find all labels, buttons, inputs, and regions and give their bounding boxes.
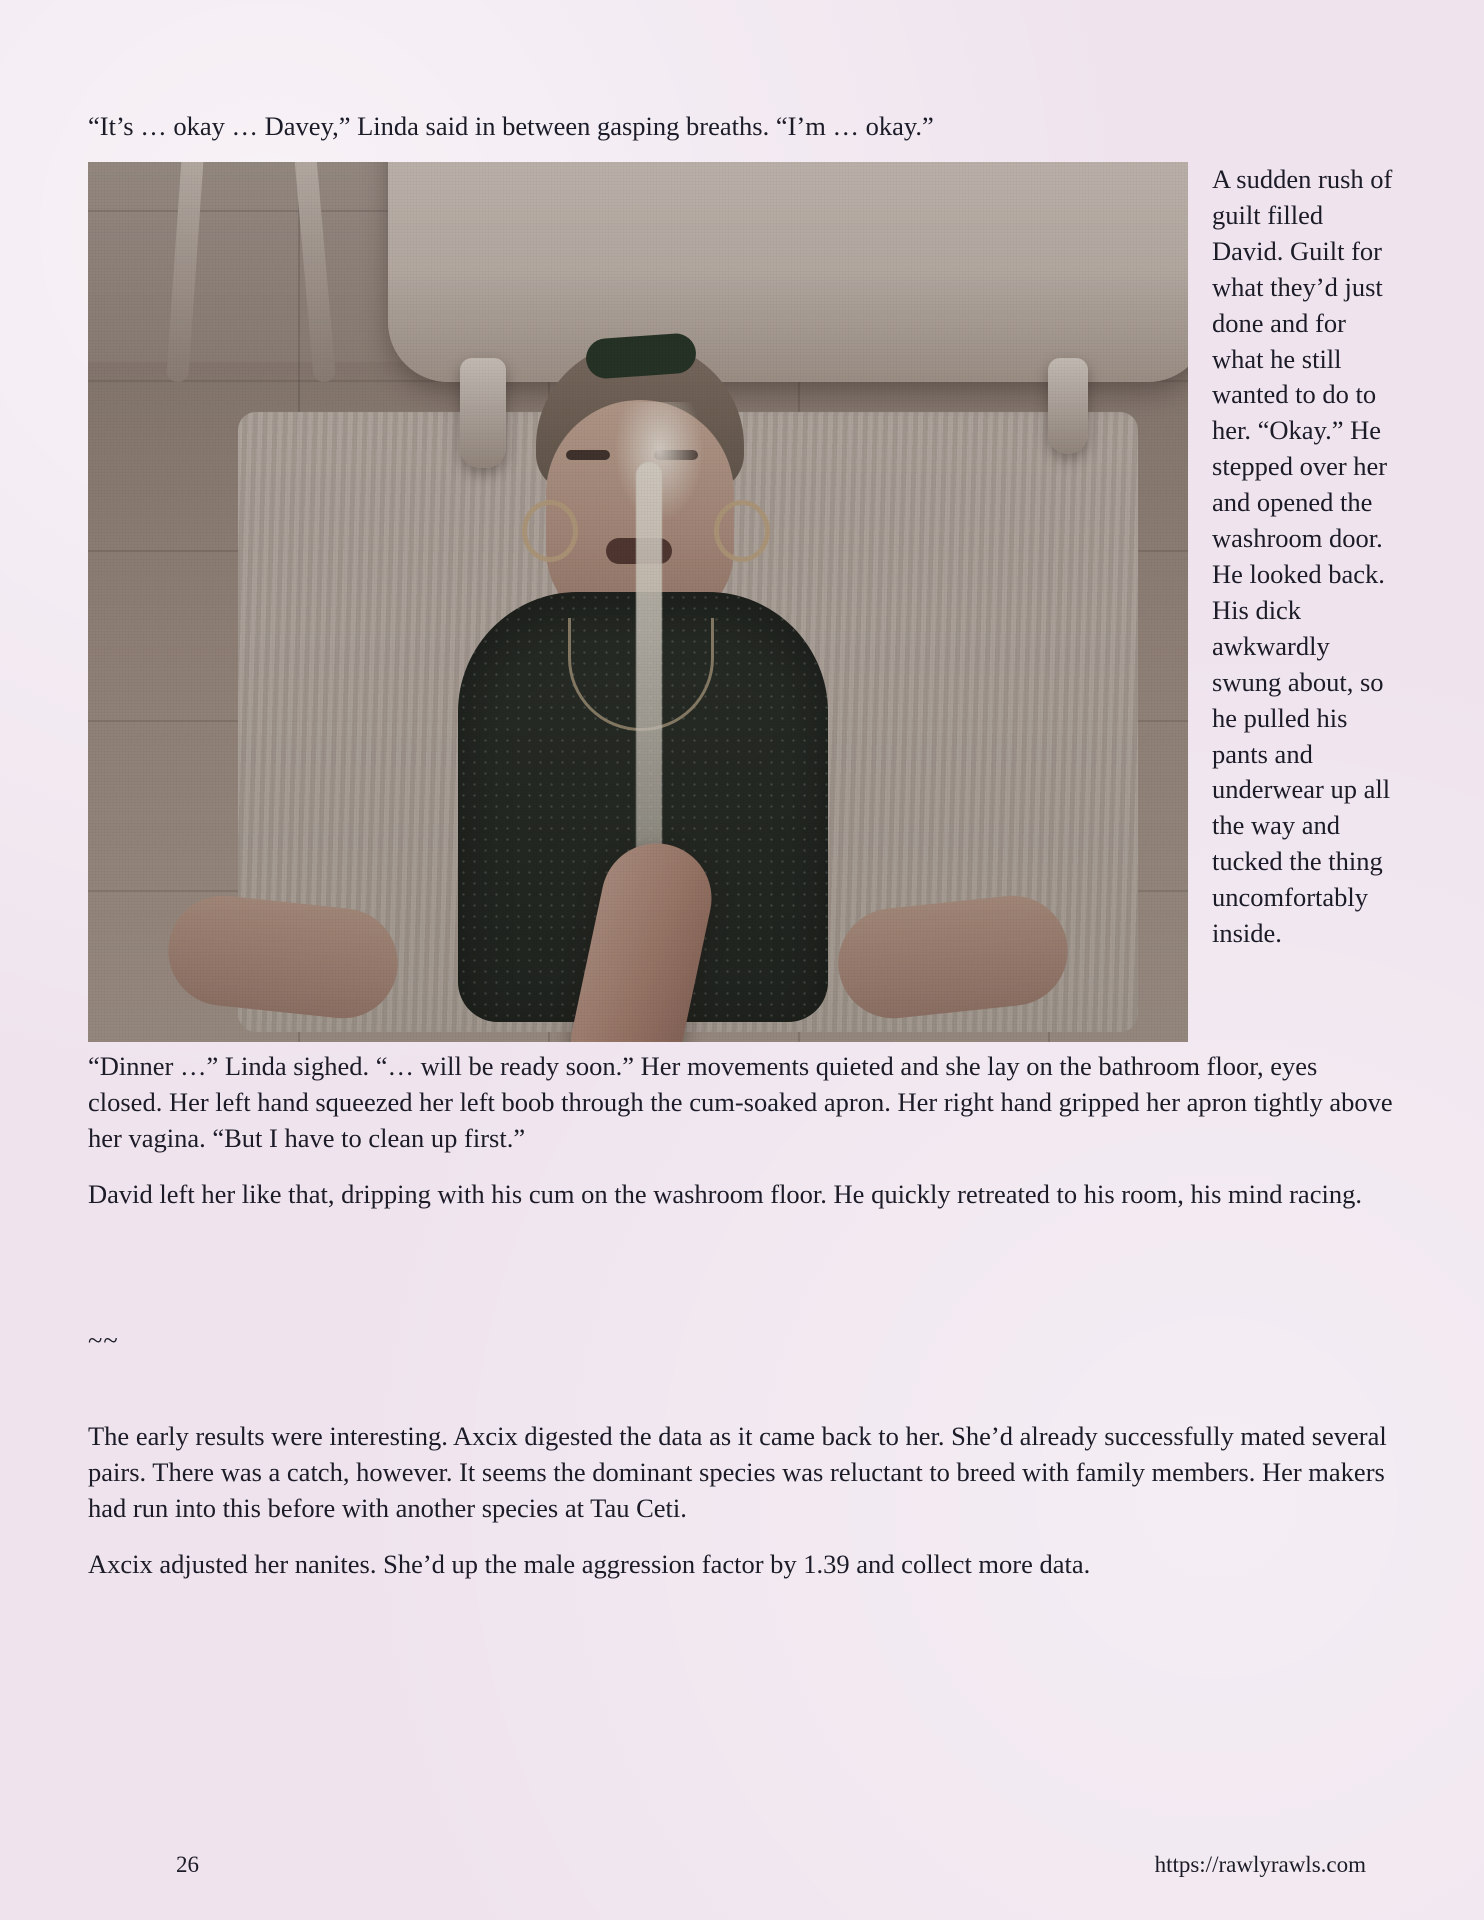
page-footer — [0, 1852, 1484, 1878]
paragraph-axcix-nanites: Axcix adjusted her nanites. She’d up the male aggression factor by 1.39 and collect more data. — [88, 1549, 1091, 1580]
page-content — [88, 108, 1398, 1582]
illustration-film-grain — [88, 162, 1188, 1042]
paragraph-dinner: “Dinner …” Linda sighed. “… will be ready soon.” Her movements quieted and she lay on the bathroom floor, eyes closed. Her left hand squeezed her left boob through the cum-soaked apron. Her right hand gripped her apron tightly above her vagina. “But I have to clean up first.” — [88, 1051, 1393, 1154]
paragraph-wrapped-around-image: A sudden rush of guilt filled David. Guilt for what they’d just done and for what he still wanted to do to her. “Okay.” He stepped over her and opened the washroom door. He looked back. His dick awkwardly swung about, so he pulled his pants and underwear up all the way and tucked the thing uncomfortably inside. — [1212, 164, 1393, 949]
scene-break: ~~ — [88, 1325, 119, 1356]
paragraph-dialogue-opening: “It’s … okay … Davey,” Linda said in between gasping breaths. “I’m … okay.” — [88, 111, 934, 141]
page-number: 26 — [176, 1852, 199, 1877]
section-spacer — [88, 1232, 1398, 1268]
story-illustration — [88, 162, 1188, 1042]
footer-website-url[interactable]: https://rawlyrawls.com — [1154, 1852, 1366, 1877]
paragraph-david-left: David left her like that, dripping with his cum on the washroom floor. He quickly retreated to his room, his mind racing. — [88, 1179, 1362, 1210]
paragraph-axcix-results: The early results were interesting. Axcix digested the data as it came back to her. She’d already successfully mated several pairs. There was a catch, however. It seems the dominant species was reluctant to breed with family members. Her makers had run into this before with another species at Tau Ceti. — [88, 1421, 1387, 1524]
